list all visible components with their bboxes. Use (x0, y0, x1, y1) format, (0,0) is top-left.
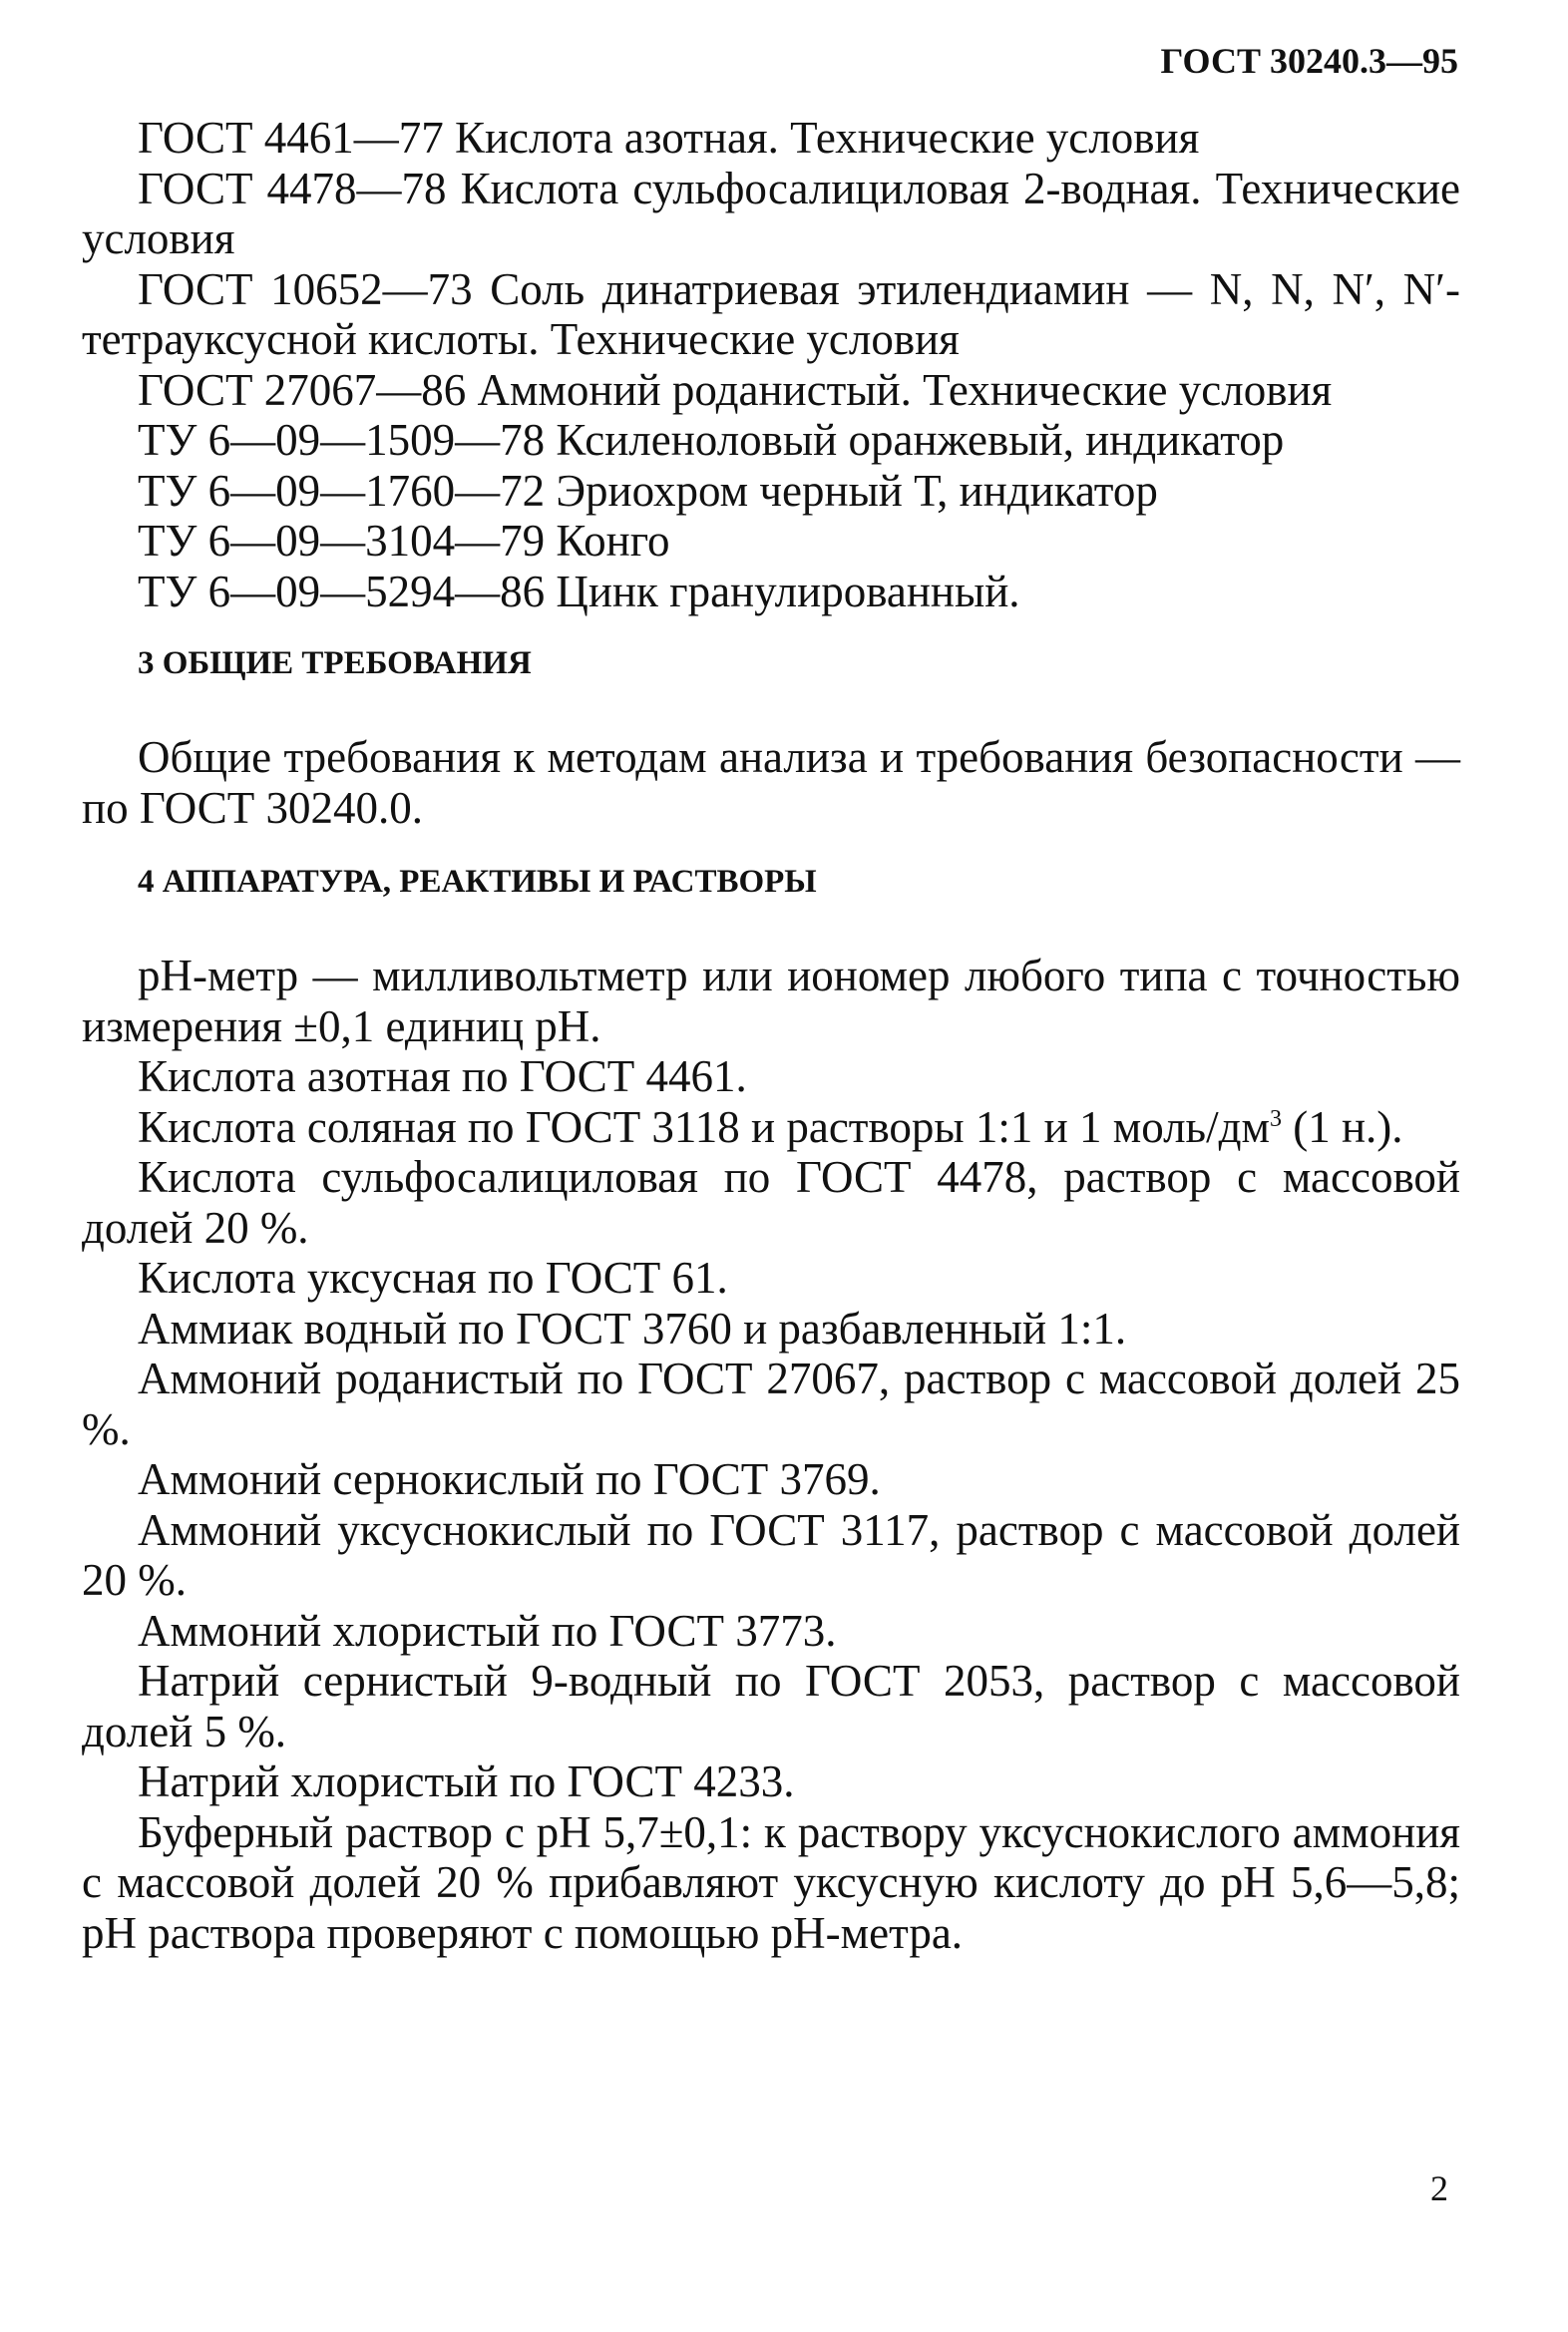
page-number: 2 (1430, 2168, 1448, 2208)
reference-item: ГОСТ 27067—86 Аммоний роданистый. Технические условия (138, 364, 1333, 415)
superscript-exponent: 3 (1269, 1105, 1282, 1132)
reference-item: ТУ 6—09—1760—72 Эриохром черный Т, индикатор (138, 465, 1158, 516)
reagent-item: Кислота азотная по ГОСТ 4461. (138, 1051, 747, 1101)
reagent-item: Буферный раствор с pH 5,7±0,1: к раствору уксуснокислого аммония с массовой долей 20 % прибавляют уксусную кислоту до pH 5,6—5,8; pH раствора проверяют с помощью pH-метра. (82, 1806, 1460, 1958)
reagent-item: Аммоний роданистый по ГОСТ 27067, раствор с массовой долей 25 %. (82, 1354, 1460, 1454)
reference-item: ТУ 6—09—5294—86 Цинк гранулированный. (138, 566, 1020, 616)
reagent-item: Кислота уксусная по ГОСТ 61. (138, 1253, 728, 1303)
reagent-item-text: Кислота соляная по ГОСТ 3118 и растворы 1:1 и 1 моль/дм (138, 1101, 1270, 1152)
reagent-item (82, 1102, 1460, 1153)
reference-item: ГОСТ 4461—77 Кислота азотная. Технические условия (138, 113, 1200, 163)
reagent-item: Аммиак водный по ГОСТ 3760 и разбавленный 1:1. (138, 1303, 1127, 1354)
section-4-title: 4 АППАРАТУРА, РЕАКТИВЫ И РАСТВОРЫ (138, 864, 817, 900)
reference-item: ГОСТ 10652—73 Соль динатриевая этилендиамин — N, N, N′, N′-тетрауксусной кислоты. Технические условия (82, 263, 1460, 364)
document-body (82, 113, 1460, 1958)
reference-item: ГОСТ 4478—78 Кислота сульфосалициловая 2-водная. Технические условия (82, 163, 1460, 263)
page-header-doc-id: ГОСТ 30240.3—95 (1160, 41, 1458, 81)
reagent-item: Аммоний хлористый по ГОСТ 3773. (138, 1605, 837, 1656)
reagent-item: Аммоний уксуснокислый по ГОСТ 3117, раствор с массовой долей 20 %. (82, 1504, 1460, 1605)
reagent-item: Натрий хлористый по ГОСТ 4233. (138, 1756, 795, 1806)
reference-item: ТУ 6—09—3104—79 Конго (138, 516, 670, 566)
reagent-item: Натрий сернистый 9-водный по ГОСТ 2053, раствор с массовой долей 5 %. (82, 1656, 1460, 1756)
section-3-title: 3 ОБЩИЕ ТРЕБОВАНИЯ (138, 645, 532, 681)
reagent-item: Кислота сульфосалициловая по ГОСТ 4478, раствор с массовой долей 20 %. (82, 1152, 1460, 1253)
reagent-item: Аммоний сернокислый по ГОСТ 3769. (138, 1454, 881, 1504)
reference-item: ТУ 6—09—1509—78 Ксиленоловый оранжевый, индикатор (138, 415, 1285, 465)
section-3-text: Общие требования к методам анализа и требования безопасности — по ГОСТ 30240.0. (82, 732, 1460, 833)
reagent-item-tail: (1 н.). (1281, 1101, 1403, 1152)
reagent-item: pH-метр — милливольтметр или иономер любого типа с точностью измерения ±0,1 единиц pH. (82, 951, 1460, 1051)
